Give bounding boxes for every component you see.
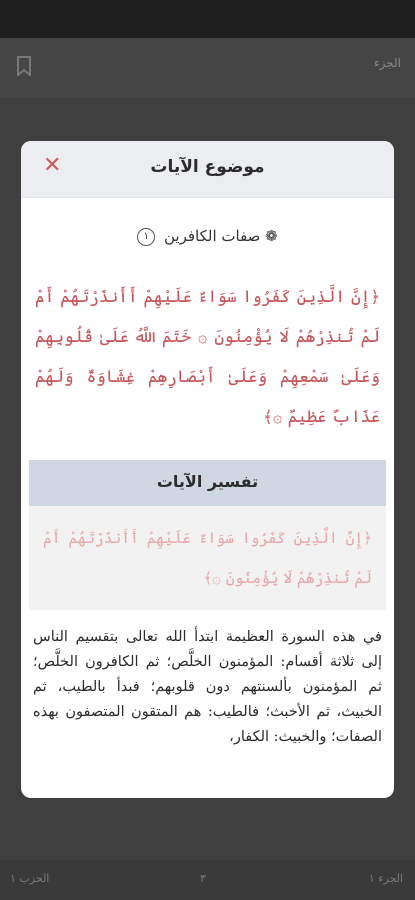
verses-topic-modal <box>21 141 394 798</box>
topic-label: ❁ صفات الكافرين <box>164 227 278 245</box>
modal-title: موضوع الآيات <box>150 157 265 177</box>
verse-text: ﴿إِنَّ الَّذِينَ كَفَرُوا سَوَاءٌ عَلَيْهِمْ أَأَنذَرْتَهُمْ أَمْ لَمْ تُنذِرْهُمْ لَا يُؤْمِنُونَ ۞ خَتَمَ اللَّهُ عَلَىٰ قُلُوبِهِمْ وَعَلَىٰ سَمْعِهِمْ وَعَلَىٰ أَبْصَارِهِمْ غِشَاوَةٌ وَلَهُمْ عَذَابٌ عَظِيمٌ ۞﴾ <box>35 287 380 426</box>
status-bar <box>0 0 415 38</box>
topic-heading <box>21 227 394 246</box>
tafsir-explanation: في هذه السورة العظيمة ابتدأ الله تعالى بتقسيم الناس إلى ثلاثة أقسام: المؤمنون الخلَّص؛ ثم الكافرون الخلَّص؛ ثم المؤمنون بألسنتهم دون قلوبهم؛ فبدأ بالطيب، ثم الخبيث، ثم الأخبث؛ فالطيب: هم المتقون المتصفون بهذه الصفات؛ والخبيث: الكفار، <box>33 629 382 745</box>
footer-hizb: الحزب ١ <box>10 872 50 885</box>
background-header <box>0 38 415 98</box>
tafsir-title: تفسير الآيات <box>156 472 259 491</box>
tafsir-verse: ﴿إِنَّ الَّذِينَ كَفَرُوا سَوَاءٌ عَلَيْهِمْ أَأَنذَرْتَهُمْ أَمْ لَمْ تُنذِرْهُمْ لَا يُؤْمِنُونَ ۞﴾ <box>43 529 372 587</box>
tafsir-header <box>29 460 386 506</box>
close-icon[interactable]: ✕ <box>43 153 62 178</box>
footer-juz: الجزء ١ <box>368 872 403 885</box>
modal-header <box>21 141 394 198</box>
topic-number: ١ <box>137 228 155 246</box>
juz-label: الجزء <box>374 56 401 70</box>
bookmark-icon[interactable] <box>16 56 32 80</box>
tafsir-section <box>29 460 386 610</box>
footer-page-number: ٣ <box>200 872 206 885</box>
background-footer <box>0 860 415 900</box>
